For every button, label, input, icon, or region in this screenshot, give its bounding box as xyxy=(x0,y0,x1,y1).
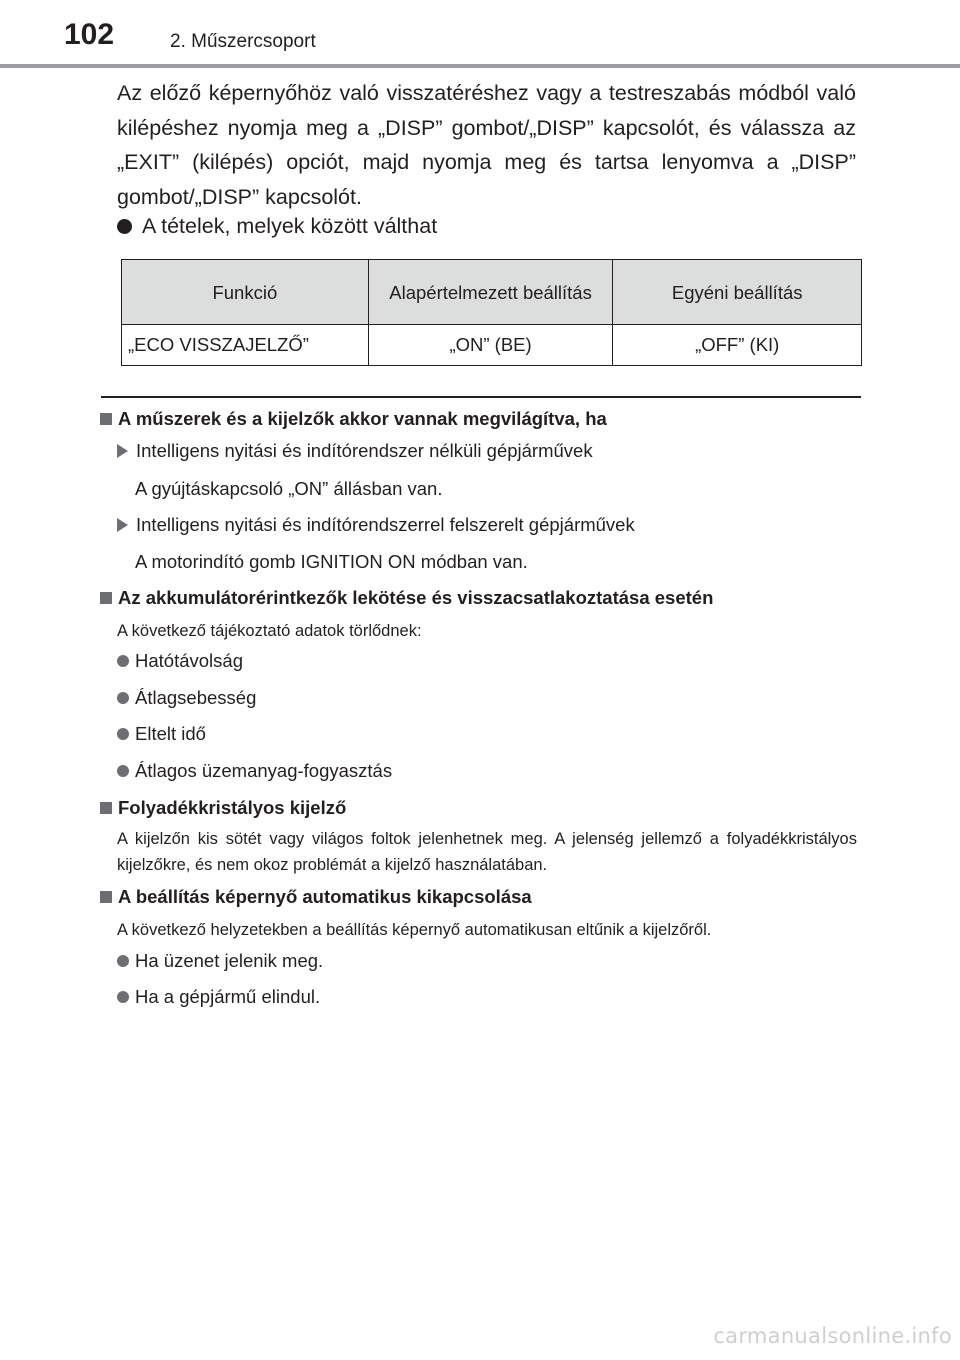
list-item xyxy=(117,986,320,1008)
case-label xyxy=(117,440,593,462)
bullet-icon xyxy=(117,219,132,234)
list-item xyxy=(117,760,392,782)
list-item-text: Ha a gépjármű elindul. xyxy=(135,986,321,1007)
content-divider xyxy=(101,396,861,398)
section-text: A következő helyzetekben a beállítás képernyő automatikusan eltűnik a kijelzőről. xyxy=(117,921,712,939)
case-label xyxy=(117,514,635,536)
list-item-text: Ha üzenet jelenik meg. xyxy=(135,950,324,971)
triangle-bullet-icon xyxy=(117,518,128,532)
section-heading xyxy=(100,587,713,609)
dot-bullet-icon xyxy=(117,655,129,667)
watermark: carmanualsonline.info xyxy=(713,1324,952,1348)
triangle-bullet-icon xyxy=(117,444,128,458)
list-item-text: Hatótávolság xyxy=(135,650,243,671)
table-header-row xyxy=(122,260,862,325)
section-heading-text: Folyadékkristályos kijelző xyxy=(118,797,347,818)
case-text: A motorindító gomb IGNITION ON módban van. xyxy=(135,551,528,572)
list-item-text: Eltelt idő xyxy=(135,723,206,744)
square-bullet-icon xyxy=(100,413,112,425)
list-item xyxy=(117,950,323,972)
section-heading xyxy=(100,797,346,819)
square-bullet-icon xyxy=(100,891,112,903)
square-bullet-icon xyxy=(100,802,112,814)
dot-bullet-icon xyxy=(117,765,129,777)
case-label-text: Intelligens nyitási és indítórendszerrel felszerelt gépjárművek xyxy=(136,514,635,535)
section-text: A következő tájékoztató adatok törlődnek: xyxy=(117,622,422,640)
table-cell: „ON” (BE) xyxy=(368,325,613,366)
table-header-cell: Funkció xyxy=(122,260,369,325)
list-item-text: Átlagos üzemanyag-fogyasztás xyxy=(135,760,393,781)
items-heading xyxy=(117,211,437,241)
section-title: 2. Műszercsoport xyxy=(170,31,316,52)
section-heading-text: A beállítás képernyő automatikus kikapcsolása xyxy=(118,886,532,907)
header-divider xyxy=(0,64,960,68)
table-row xyxy=(122,325,862,366)
page-number: 102 xyxy=(64,18,115,51)
table-cell: „ECO VISSZAJELZŐ” xyxy=(122,325,369,366)
section-heading-text: A műszerek és a kijelzők akkor vannak megvilágítva, ha xyxy=(118,408,607,429)
table-header-cell: Alapértelmezett beállítás xyxy=(368,260,613,325)
list-item xyxy=(117,650,243,672)
items-heading-text: A tételek, melyek között válthat xyxy=(142,214,438,238)
list-item xyxy=(117,687,256,709)
table-header-cell: Egyéni beállítás xyxy=(613,260,862,325)
list-item-text: Átlagsebesség xyxy=(135,687,257,708)
section-heading xyxy=(100,886,532,908)
intro-paragraph: Az előző képernyőhöz való visszatéréshez vagy a testreszabás módból való kilépéshez nyomja meg a „DISP” gombot/„DISP” kapcsolót, és válassza az „EXIT” (kilépés) opciót, majd nyomja meg és tartsa lenyomva a „DISP” gombot/„DISP” kapcsolót. xyxy=(117,81,856,209)
square-bullet-icon xyxy=(100,592,112,604)
section-text: A kijelzőn kis sötét vagy világos foltok jelenhetnek meg. A jelenség jellemző a folyadékkristályos kijelzőkre, és nem okoz problémát a kijelző használatában. xyxy=(117,830,857,874)
dot-bullet-icon xyxy=(117,991,129,1003)
dot-bullet-icon xyxy=(117,955,129,967)
dot-bullet-icon xyxy=(117,728,129,740)
section-heading xyxy=(100,408,607,430)
case-text: A gyújtáskapcsoló „ON” állásban van. xyxy=(135,478,443,499)
settings-table xyxy=(121,259,862,366)
section-heading-text: Az akkumulátorérintkezők lekötése és visszacsatlakoztatása esetén xyxy=(118,587,714,608)
table-cell: „OFF” (KI) xyxy=(613,325,862,366)
dot-bullet-icon xyxy=(117,692,129,704)
case-label-text: Intelligens nyitási és indítórendszer nélküli gépjárművek xyxy=(136,440,593,461)
list-item xyxy=(117,723,206,745)
